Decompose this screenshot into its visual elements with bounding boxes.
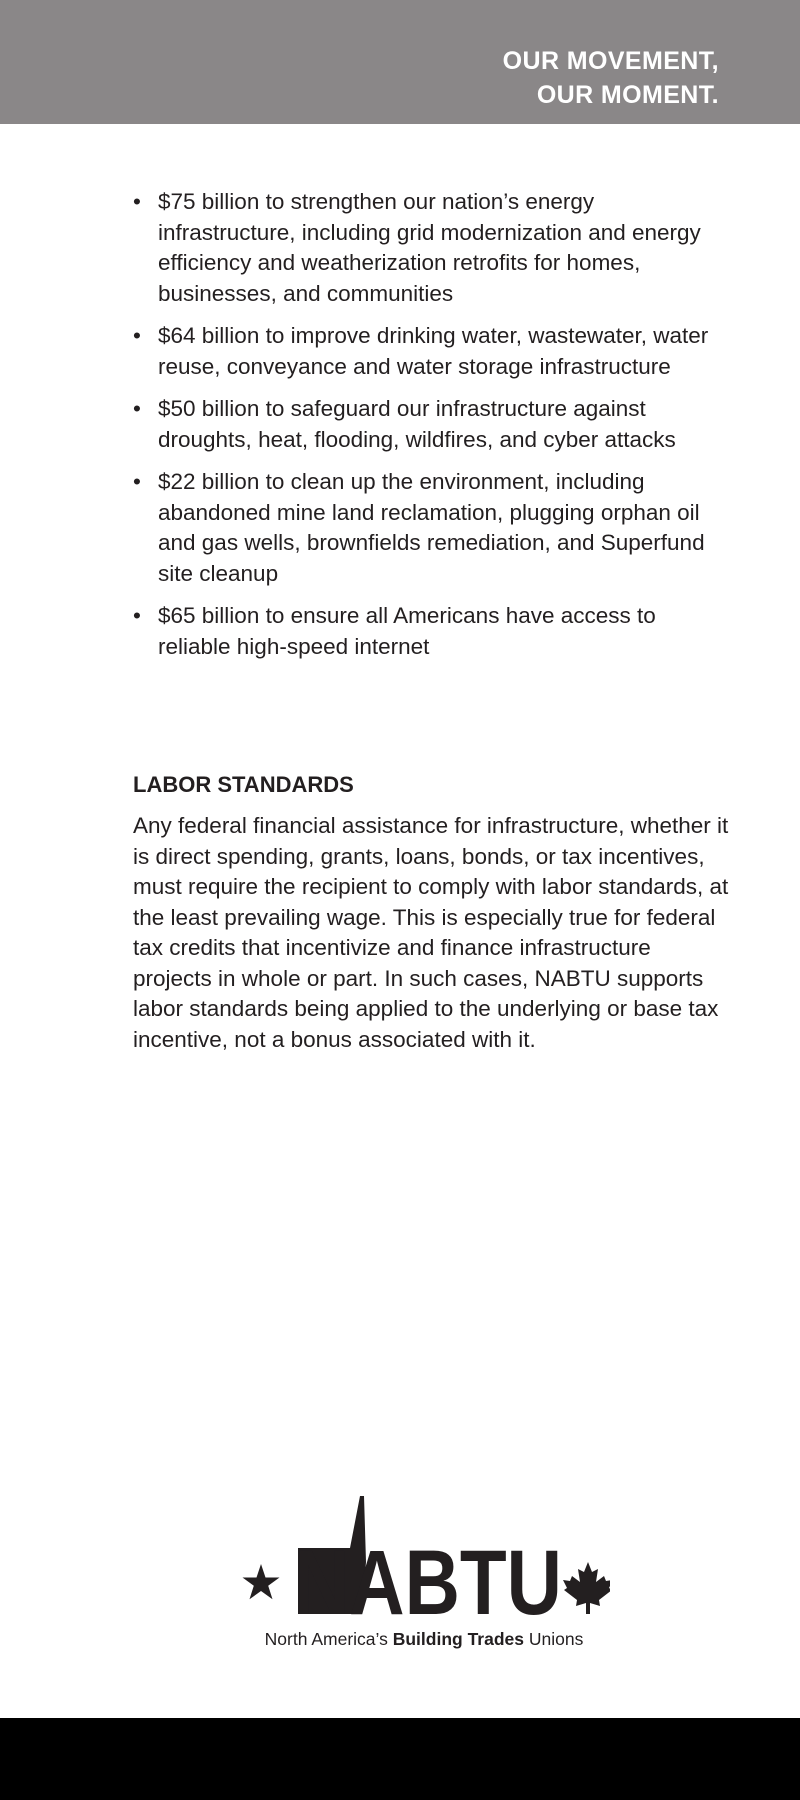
labor-standards-body: Any federal financial assistance for infrastructure, whether it is direct spending, grants, loans, bonds, or tax incentives, must require the recipient to comply with labor standards, at the least prevailing wage. This is especially true for federal tax credits that incentivize and finance infrastructure projects in whole or part. In such cases, NABTU supports labor standards being applied to the underlying or base tax incentive, not a bonus associated with it. [133, 813, 729, 1052]
bullet-marker: • [133, 603, 141, 628]
footer-band [0, 1718, 800, 1800]
nabtu-logo-graphic [238, 1490, 610, 1630]
header-band [0, 0, 800, 124]
bullet-marker: • [133, 396, 141, 421]
star-icon [243, 1564, 280, 1599]
bullet-text: $75 billion to strengthen our nation’s energy infrastructure, including grid modernization and energy efficiency and weatherization retrofits for homes, businesses, and communities [158, 189, 701, 306]
labor-standards-heading: LABOR STANDARDS [133, 772, 354, 797]
bullet-marker: • [133, 469, 141, 494]
bullet-item-resilience [133, 394, 733, 455]
nabtu-logo [238, 1490, 610, 1660]
logo-caption [238, 1627, 610, 1651]
header-title-line-2: OUR MOMENT. [536, 81, 719, 109]
bullet-text: $64 billion to improve drinking water, wastewater, water reuse, conveyance and water storage infrastructure [158, 323, 709, 379]
logo-caption-part-2: Unions [524, 1629, 584, 1649]
header-title-line-1: OUR MOVEMENT, [502, 47, 719, 75]
logo-wordmark: NABTU [294, 1532, 562, 1630]
bullet-text: $22 billion to clean up the environment, including abandoned mine land reclamation, plugging orphan oil and gas wells, brownfields remediation, and Superfund site cleanup [158, 469, 705, 586]
bullet-item-internet [133, 601, 733, 662]
bullet-item-environment [133, 467, 733, 589]
bullet-marker: • [133, 189, 141, 214]
funding-bullet-list [133, 187, 733, 674]
maple-leaf-icon [563, 1562, 610, 1614]
logo-caption-strong: Building Trades [392, 1629, 524, 1649]
bullet-item-energy [133, 187, 733, 309]
bullet-text: $50 billion to safeguard our infrastructure against droughts, heat, flooding, wildfires, and cyber attacks [158, 396, 676, 452]
header-title [503, 44, 719, 112]
bullet-item-water [133, 321, 733, 382]
logo-caption-part-1: North America’s [264, 1629, 393, 1649]
bullet-text: $65 billion to ensure all Americans have access to reliable high-speed internet [158, 603, 656, 659]
bullet-marker: • [133, 323, 141, 348]
